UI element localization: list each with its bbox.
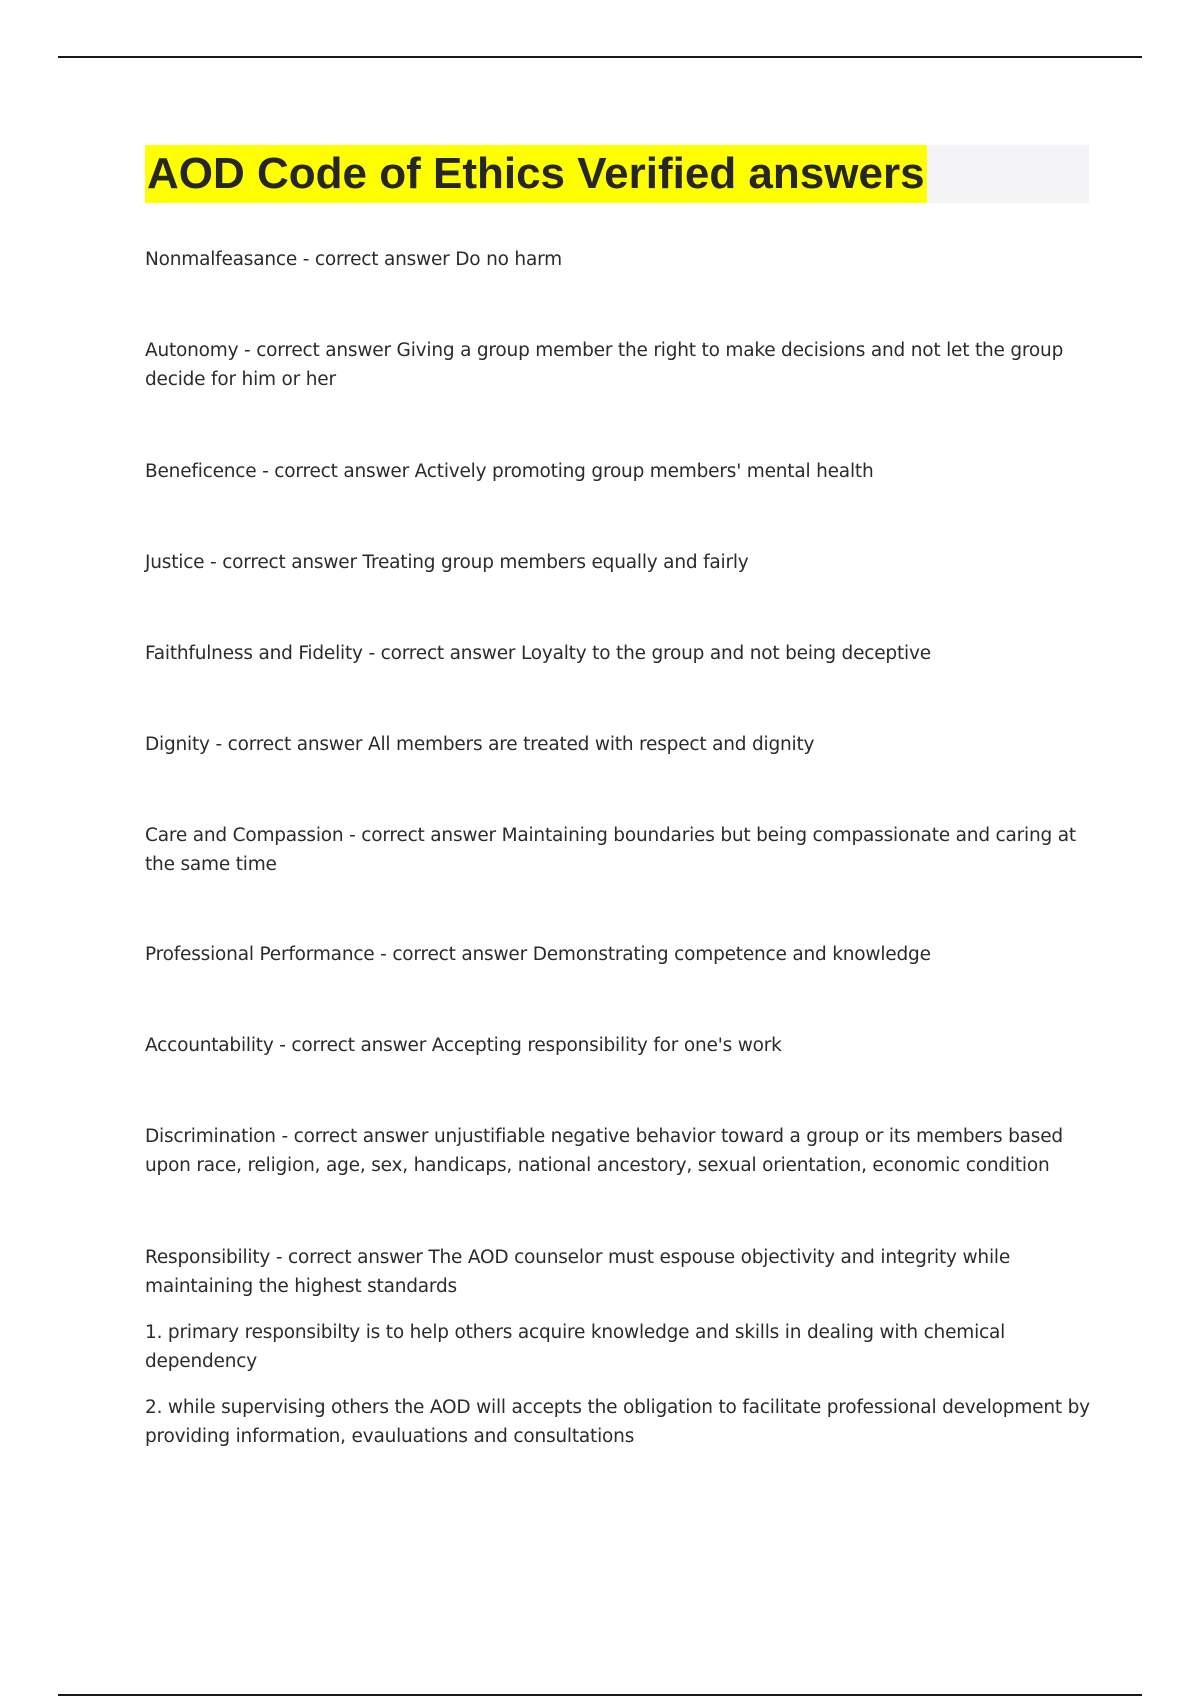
qa-entry-autonomy: Autonomy - correct answer Giving a group member the right to make decisions and not let the group decide for him or her (145, 340, 1064, 390)
responsibility-point-1: 1. primary responsibilty is to help others acquire knowledge and skills in dealing with chemical dependency (145, 1322, 1006, 1372)
document-title: AOD Code of Ethics Verified answers (145, 145, 927, 203)
qa-entry-care-compassion: Care and Compassion - correct answer Maintaining boundaries but being compassionate and caring at the same time (145, 825, 1076, 875)
header-rule (58, 56, 1142, 58)
footer-rule (58, 1694, 1142, 1696)
qa-entry-discrimination: Discrimination - correct answer unjustifiable negative behavior toward a group or its members based upon race, religion, age, sex, handicaps, national ancestory, sexual orientation, economic condition (145, 1126, 1063, 1176)
qa-entry-justice: Justice - correct answer Treating group members equally and fairly (145, 552, 749, 573)
qa-entry-accountability: Accountability - correct answer Accepting responsibility for one's work (145, 1035, 782, 1056)
responsibility-point-2: 2. while supervising others the AOD will accepts the obligation to facilitate professional development by providing information, evauluations and consultations (145, 1397, 1090, 1447)
qa-entry-nonmalfeasance: Nonmalfeasance - correct answer Do no harm (145, 249, 562, 270)
qa-entry-professional-performance: Professional Performance - correct answer Demonstrating competence and knowledge (145, 944, 931, 965)
qa-entry-faithfulness: Faithfulness and Fidelity - correct answer Loyalty to the group and not being deceptive (145, 643, 931, 664)
qa-entry-responsibility: Responsibility - correct answer The AOD counselor must espouse objectivity and integrity while maintaining the highest standards (145, 1247, 1010, 1297)
qa-entry-beneficence: Beneficence - correct answer Actively promoting group members' mental health (145, 461, 874, 482)
qa-entry-dignity: Dignity - correct answer All members are treated with respect and dignity (145, 734, 815, 755)
title-band (145, 145, 1089, 203)
